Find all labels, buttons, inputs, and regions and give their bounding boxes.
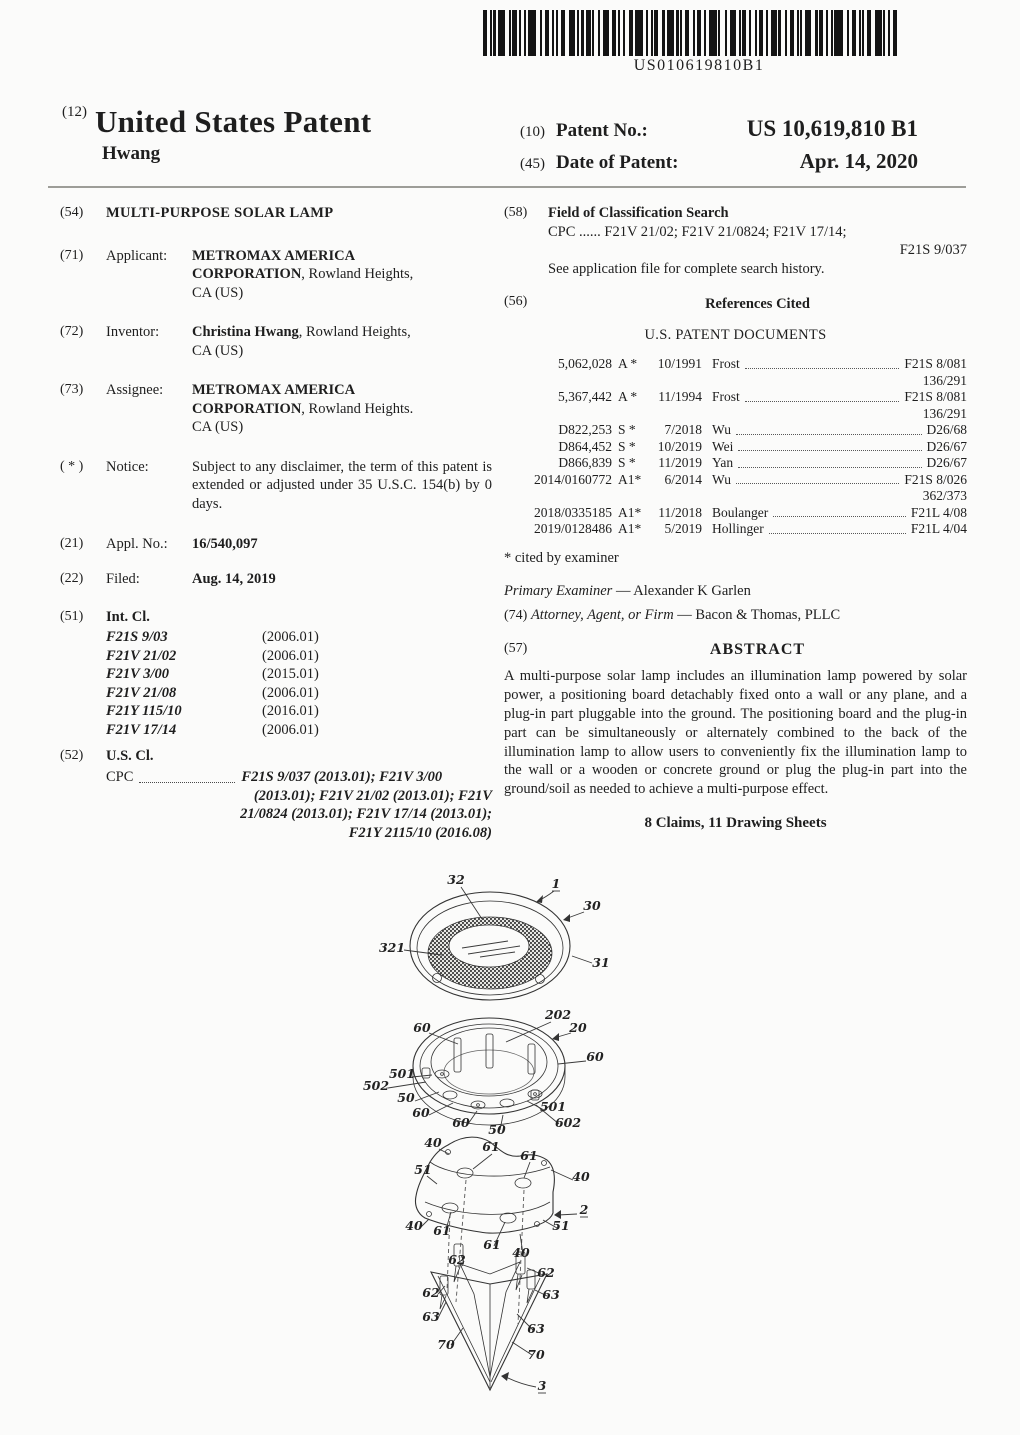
field-21-num: (21) (60, 535, 84, 551)
applicant-label: Applicant: (106, 247, 168, 264)
field-note: See application file for complete search history. (548, 260, 825, 277)
figure-label-61: 61 (482, 1139, 500, 1154)
figure-label-60: 60 (412, 1105, 430, 1120)
abstract-heading (504, 640, 967, 660)
field-52-num: (52) (60, 748, 84, 764)
left-column (60, 204, 492, 863)
reference-row: D864,452 S * 10/2019 Wei D26/67 (558, 438, 967, 454)
figure-label-40: 40 (424, 1135, 442, 1150)
figure-label-50: 50 (488, 1122, 506, 1137)
field-cpc-line1: CPC ...... F21V 21/02; F21V 21/0824; F21V 17/14; (548, 223, 847, 240)
reference-row-continuation: 136/291 (922, 372, 967, 388)
int-cl-row: F21V 17/14 (2006.01) (106, 721, 319, 738)
reference-row: 2018/0335185 A1* 11/2018 Boulanger F21L 4/08 (533, 504, 967, 520)
cpc-prefix: CPC (106, 769, 134, 786)
inventor-value: Christina Hwang, Rowland Heights, CA (US) (192, 324, 411, 359)
appl-no-item (60, 535, 492, 554)
reference-row-continuation: 362/373 (922, 488, 967, 504)
abstract-title: ABSTRACT (709, 640, 806, 658)
filed-value: Aug. 14, 2019 (192, 571, 276, 588)
figure-reference-numerals (363, 872, 610, 1393)
reference-row-continuation: 136/291 (922, 405, 967, 421)
field-71-num: (71) (60, 247, 84, 263)
cpc-leader-dots (139, 768, 235, 783)
notice-item (60, 458, 492, 514)
invention-title: MULTI-PURPOSE SOLAR LAMP (106, 205, 334, 221)
field-cpc-line2: F21S 9/037 (899, 242, 967, 259)
figure-label-2: 2 (579, 1202, 589, 1217)
figure-label-502: 502 (362, 1078, 390, 1093)
figure-label-321: 321 (378, 940, 406, 955)
references-table (504, 356, 967, 538)
primary-examiner-value: — Alexander K Garlen (615, 583, 751, 600)
cpc-continuation-lines (106, 787, 492, 843)
appl-no-label: Appl. No.: (106, 535, 168, 552)
int-cl-label: Int. Cl. (106, 608, 150, 625)
cited-by-examiner-note: * cited by examiner (504, 549, 619, 566)
int-cl-content (106, 608, 492, 740)
abstract-text: A multi-purpose solar lamp includes an illumination lamp powered by solar power, a positioning board detachably fixed onto a wall or any plane, and a plug-in part pluggable into the ground. The positioning board and the plug-in part can be simultaneously or alternately combined to the back of the illumination lamp to allow users to conveniently fix the illumination lamp to the wall or a wooden or concrete ground or plug the plug-in part into the ground/soil as needed to achieve a multi-purpose effect. (504, 668, 967, 798)
cpc-line: (2013.01); F21V 21/02 (2013.01); F21V (253, 787, 492, 804)
inventor-surname: Hwang (102, 143, 161, 164)
patent-no-label: Patent No.: (556, 120, 648, 141)
figure-label-3: 3 (537, 1378, 547, 1393)
date-of-patent-row (520, 149, 918, 174)
cpc-first-line (106, 768, 492, 787)
barcode (483, 10, 915, 75)
field-74-num: (74) (504, 607, 528, 623)
primary-examiner-label: Primary Examiner (504, 583, 613, 600)
us-cl-item (60, 747, 492, 842)
applicant-item (60, 247, 492, 303)
attorney-label: Attorney, Agent, or Firm (530, 606, 674, 623)
figure-label-60: 60 (586, 1049, 604, 1064)
us-patent-documents-title: U.S. PATENT DOCUMENTS (644, 326, 827, 343)
figure-label-501: 501 (539, 1099, 567, 1114)
figure-label-70: 70 (437, 1337, 455, 1352)
reference-row: D866,839 S * 11/2019 Yan D26/67 (558, 455, 967, 471)
inventor-label: Inventor: (106, 324, 160, 341)
figure-label-32: 32 (447, 872, 465, 887)
figure-label-202: 202 (544, 1007, 572, 1022)
int-cl-row: F21V 3/00 (2015.01) (106, 666, 319, 683)
field-54-num: (54) (60, 205, 84, 220)
patent-no-prefix: (10) (520, 124, 545, 140)
field-of-search-title: Field of Classification Search (548, 205, 729, 221)
notice-label: Notice: (106, 458, 149, 475)
figure-label-62: 62 (537, 1265, 555, 1280)
figure-label-62: 62 (422, 1285, 440, 1300)
patent-no-value: US 10,619,810 B1 (746, 116, 918, 141)
applicant-value: METROMAX AMERICA CORPORATION, Rowland Heights, CA (US) (192, 247, 414, 301)
int-cl-rows (106, 628, 492, 739)
figure-label-60: 60 (413, 1020, 431, 1035)
figure-label-51: 51 (552, 1218, 570, 1233)
figure-label-501: 501 (388, 1066, 416, 1081)
figure-label-31: 31 (592, 955, 610, 970)
figure-label-602: 602 (554, 1115, 582, 1130)
attorney-value: — Bacon & Thomas, PLLC (677, 606, 841, 623)
date-prefix: (45) (520, 156, 545, 172)
right-column (504, 204, 967, 833)
int-cl-row: F21V 21/02 (2006.01) (106, 647, 319, 664)
filed-item (60, 570, 492, 589)
patent-no-row (520, 116, 918, 142)
figure-label-1: 1 (551, 876, 561, 891)
cpc-first-text: F21S 9/037 (2013.01); F21V 3/00 (241, 769, 443, 786)
references-cited-item (504, 293, 967, 324)
date-value: Apr. 14, 2020 (799, 149, 918, 173)
figure-label-50: 50 (397, 1090, 415, 1105)
cpc-line: 21/0824 (2013.01); F21V 17/14 (2013.01); (240, 806, 492, 823)
filed-label: Filed: (106, 571, 140, 588)
figure-label-40: 40 (512, 1245, 530, 1260)
int-cl-row: F21V 21/08 (2006.01) (106, 684, 319, 701)
reference-row: 5,367,442 A * 11/1994 Frost F21S 8/081 (558, 389, 967, 405)
figure-label-61: 61 (433, 1223, 451, 1238)
field-57-num: (57) (504, 640, 528, 656)
inventor-item (60, 323, 492, 360)
field-51-num: (51) (60, 608, 84, 624)
kind-code: (12) (62, 104, 87, 120)
figure-label-63: 63 (422, 1309, 440, 1324)
figure-label-63: 63 (527, 1321, 545, 1336)
field-22-num: (22) (60, 571, 84, 587)
int-cl-row: F21Y 115/10 (2016.01) (106, 703, 319, 720)
field-72-num: (72) (60, 324, 84, 340)
figure-label-62: 62 (448, 1252, 466, 1267)
figure-label-30: 30 (583, 898, 601, 913)
lamp-cover-drawing (410, 892, 570, 1000)
figure-label-40: 40 (405, 1218, 423, 1233)
assignee-item (60, 381, 492, 437)
figure-label-61: 61 (483, 1237, 501, 1252)
appl-no-value: 16/540,097 (192, 535, 258, 552)
figure-label-70: 70 (527, 1347, 545, 1362)
reference-row: 5,062,028 A * 10/1991 Frost F21S 8/081 (558, 356, 967, 372)
figure-label-40: 40 (572, 1169, 590, 1184)
barcode-bars-icon (483, 10, 915, 56)
field-of-search-content (548, 204, 967, 278)
primary-examiner-line (504, 582, 967, 601)
field-73-num: (73) (60, 382, 84, 398)
attorney-line (504, 606, 967, 625)
invention-title-item (60, 204, 492, 223)
reference-row: D822,253 S * 7/2018 Wu D26/68 (558, 422, 967, 438)
field-56-num: (56) (504, 294, 528, 310)
cpc-line: F21Y 2115/10 (2016.08) (348, 824, 492, 841)
figure-label-51: 51 (414, 1162, 432, 1177)
notice-text: Subject to any disclaimer, the term of this patent is extended or adjusted under 35 U.S.C. 154(b) by 0 days. (192, 458, 492, 513)
date-label: Date of Patent: (556, 152, 679, 173)
assignee-label: Assignee: (106, 382, 164, 399)
header-divider (48, 186, 966, 188)
assignee-value: METROMAX AMERICA CORPORATION, Rowland Heights. CA (US) (192, 382, 414, 436)
int-cl-row: F21S 9/03 (2006.01) (106, 629, 319, 646)
reference-row: 2014/0160772 A1* 6/2014 Wu F21S 8/026 (533, 471, 967, 487)
us-cl-content (106, 747, 492, 842)
field-of-search-item (504, 204, 967, 278)
patent-drawing-figure (330, 862, 660, 1435)
reference-row: 2019/0128486 A1* 5/2019 Hollinger F21L 4/04 (533, 521, 967, 537)
references-cited-title: References Cited (705, 296, 810, 313)
us-cl-label: U.S. Cl. (106, 748, 154, 765)
barcode-text: US010619810B1 (633, 57, 765, 74)
field-58-num: (58) (504, 205, 528, 220)
figure-label-63: 63 (542, 1287, 560, 1302)
figure-label-60: 60 (452, 1115, 470, 1130)
header-left (62, 104, 492, 165)
int-cl-item (60, 608, 492, 740)
header-right (520, 116, 918, 181)
figure-label-61: 61 (520, 1148, 538, 1163)
notice-num: ( * ) (60, 458, 84, 474)
figure-label-20: 20 (569, 1020, 587, 1035)
claims-note: 8 Claims, 11 Drawing Sheets (644, 815, 827, 832)
document-title: United States Patent (95, 104, 372, 139)
